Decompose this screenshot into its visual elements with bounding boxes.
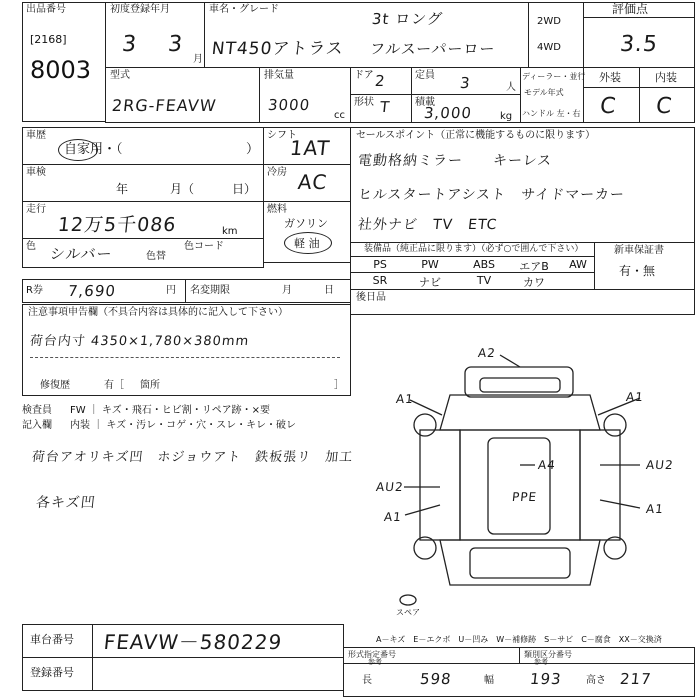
inspector-label-1: 検査員 [22,405,52,416]
name-extra: 3t ロング [371,10,444,28]
history-value: 自家用・（ [64,142,123,157]
inspector-row-2: 内装 ｜ キズ・汚レ・コゲ・穴・スレ・キレ・破レ [70,420,297,431]
ext-label: 外装 [599,71,621,84]
capacity-value: 3 [459,74,472,92]
repair-value: 有［ [104,380,124,391]
inspector-label-2: 記入欄 [22,420,52,431]
repair-close: ］ [334,380,344,391]
size-length-label: 長 [362,675,372,686]
sales-line-1: 電動格納ミラー キーレス [357,153,554,169]
damage-mark-front-left: A1 [395,392,415,406]
equip-tv: TV [476,274,492,287]
inspection-box [22,164,264,202]
equipment-label: 装備品（純正品に限ります）（必ず○で囲んで下さい） [364,244,584,254]
damage-mark-front-right: A1 [625,390,645,404]
int-value: C [654,94,674,119]
lot-label: 出品番号 [26,4,66,15]
mileage-unit: km [222,226,238,237]
size-height: 217 [619,670,653,688]
size-height-label: 高さ [586,675,606,686]
rear-items-box [350,289,695,315]
damage-mark-bed: PPE [511,490,538,504]
name-label: 車名・グレード [209,4,279,15]
size-width: 193 [529,670,563,688]
registration-label: 登録番号 [30,666,74,679]
sales-label: セールスポイント（正常に機能するものに限ります） [356,130,596,141]
ext-value: C [598,94,618,119]
equip-ps: PS [373,258,387,271]
doors-label: ドア [354,70,374,81]
displacement-label: 排気量 [264,70,294,81]
sales-line-2: ヒルスタートアシスト サイドマーカー [357,187,626,203]
aircon-label: 冷房 [267,167,287,178]
damage-mark-left-low: A1 [383,510,403,524]
damage-mark-right-low: A1 [645,502,665,516]
model-code-label: 型式 [110,70,130,81]
capacity-label: 定員 [415,70,435,81]
int-label: 内装 [655,71,677,84]
chassis-label: 車台番号 [30,633,74,646]
size-ref-1: 参考 [368,658,382,666]
equip-leather: カワ [523,276,545,289]
inspector-row-1: FW ｜ キズ・飛石・ヒビ割・リペア跡・×要 [70,405,270,416]
rear-items-label: 後日品 [356,292,386,303]
name-grade: フルスーパーロー [369,40,497,58]
shape-label: 形状 [354,97,374,108]
color-code-label: 色コード [184,241,224,252]
aircon-value: AC [296,170,329,194]
sales-line-3: 社外ナビ TV ETC [357,217,499,233]
damage-mark-left-mid: AU2 [375,480,405,494]
size-form-label: 形式指定番号 [348,650,396,659]
displacement-unit: cc [334,110,345,121]
drive-2wd: 2WD [537,16,561,27]
equip-sr: SR [372,274,388,287]
notes-text: 荷台内寸 4350×1,780×380mm [29,334,250,349]
fuel-label: 燃料 [267,204,287,215]
dealer-label: ディーラー・並行 [522,72,586,81]
inspector-comment-1: 荷台アオリキズ凹 ホジョウアト 鉄板張リ 加工 [31,450,354,465]
shift-value: 1AT [288,136,332,160]
reg-date-month: 3 [166,32,185,57]
inspection-month: 月（ [170,182,195,196]
reg-date-month-unit: 月 [193,54,203,65]
equip-abs: ABS [473,258,495,271]
displacement-value: 3000 [267,96,312,114]
fuel-diesel: 軽 油 [294,237,320,250]
equip-pw: PW [421,258,439,271]
repair-unit: 箇所 [140,380,160,391]
load-unit: kg [500,111,513,122]
reg-date-label: 初度登録年月 [110,4,170,15]
warranty-value: 有・無 [619,264,656,278]
name-change-label: 名変期限 [190,285,230,296]
recycle-value: 7,690 [67,282,117,300]
history-close: ） [246,142,260,157]
recycle-label: R券 [26,285,43,296]
load-label: 積載 [415,97,435,108]
size-width-label: 幅 [484,675,494,686]
color-value: シルバー [49,245,114,263]
name-change-day: 日 [324,285,334,296]
drive-4wd: 4WD [537,42,561,53]
fuel-gas: ガソリン [284,217,328,230]
size-length: 598 [419,670,453,688]
recycle-unit: 円 [166,285,176,296]
inspection-day: 日） [232,182,257,196]
load-value: 3,000 [423,104,473,122]
equip-airbag: エアB [519,260,549,273]
doors-value: 2 [374,72,387,90]
equip-aw: AW [569,258,587,271]
drive-box [528,2,584,68]
dealer-handle: ハンドル 左・右 [522,109,581,118]
shape-value: T [379,98,392,116]
lot-number: 8003 [30,56,92,84]
warranty-label: 新車保証書 [614,245,664,256]
name-model: NT450アトラス [210,39,345,59]
mileage-label: 走行 [26,204,46,215]
shift-label: シフト [267,130,297,141]
notes-label: 注意事項申告欄（不具合内容は具体的に記入して下さい） [28,307,288,318]
size-ref-2: 参考 [534,658,548,666]
name-change-month: 月 [282,285,292,296]
reg-date-year: 3 [120,32,139,57]
model-code-value: 2RG-FEAVW [111,96,218,115]
score-value: 3.5 [618,32,660,57]
capacity-unit: 人 [506,82,516,93]
equip-navi: ナビ [419,276,441,289]
damage-mark-right-mid: AU2 [645,458,675,472]
history-label: 車歴 [26,130,46,141]
color-repaint: 色替 [146,251,166,262]
color-label: 色 [26,241,36,252]
score-label: 評価点 [612,2,649,16]
inspector-comment-2: 各キズ凹 [35,495,97,511]
lot-code: [2168] [30,33,67,46]
inspection-label: 車検 [26,167,46,178]
dealer-model-year: モデル年式 [524,88,564,97]
mileage-value: 12万5千086 [56,214,178,236]
damage-mark-center: A4 [537,458,557,472]
size-class-label: 類別区分番号 [524,650,572,659]
damage-mark-top: A2 [477,346,497,360]
diagram-legend: A－キズ E－エクボ U－凹み W－補修跡 S－サビ C－腐食 XX－交換済 [376,635,662,644]
spare-label: スペア [396,608,420,617]
chassis-value: FEAVW－580229 [102,630,284,654]
repair-label: 修復歴 [40,380,70,391]
inspection-year: 年 [116,182,129,196]
